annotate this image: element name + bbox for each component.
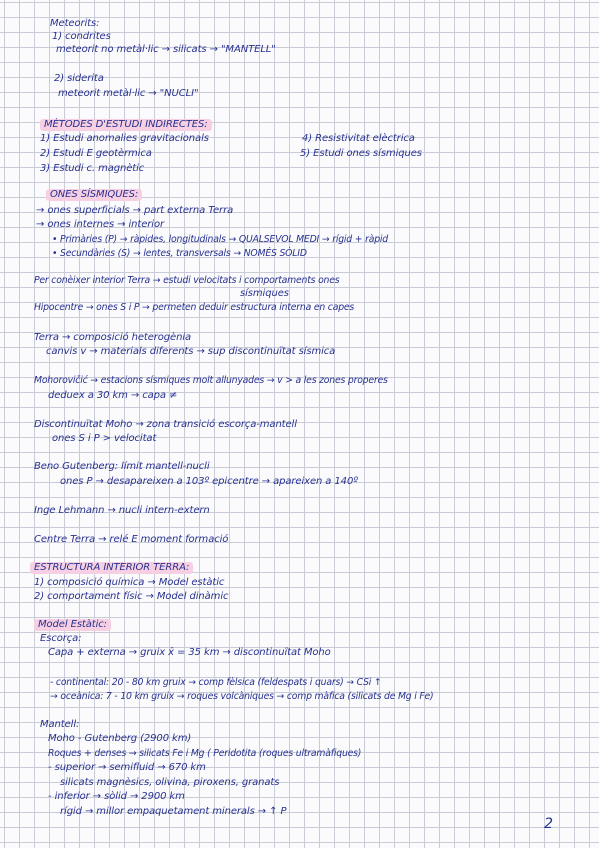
heading-metodes-indirectes: MÈTODES D'ESTUDI INDIRECTES:	[40, 119, 212, 131]
note-line: 4) Resistivitat elèctrica	[302, 133, 415, 144]
heading-model-estatic: Model Estàtic:	[34, 619, 111, 631]
note-line: 2) siderita	[54, 73, 104, 84]
note-line: Inge Lehmann → nucli intern-extern	[34, 505, 210, 516]
note-line: • Primàries (P) → ràpides, longitudinals → QUALSEVOL MEDI → rígid + ràpid	[52, 234, 388, 245]
note-line: sísmiques	[240, 288, 289, 299]
note-line: meteorit no metàl·lic → silicats → "MANTELL"	[56, 44, 276, 55]
note-line: Hipocentre → ones S i P → permeten deduir estructura interna en capes	[34, 302, 355, 313]
note-line: Moho - Gutenberg (2900 km)	[48, 733, 192, 744]
note-line: → ones internes → interior	[36, 219, 165, 230]
note-line: - superior → semifluid → 670 km	[48, 762, 206, 773]
note-line: Escorça:	[40, 633, 82, 644]
note-line: 2) comportament físic → Model dinàmic	[34, 591, 229, 602]
note-line: ones S i P > velocitat	[52, 433, 157, 444]
note-line: Discontinuïtat Moho → zona transició escorça-mantell	[34, 419, 297, 430]
page-number: 2	[544, 816, 553, 832]
note-line: canvis v → materials diferents → sup discontinuïtat sísmica	[46, 346, 336, 357]
note-line: silicats magnèsics, olivina, piroxens, granats	[60, 777, 280, 788]
note-line: rígid → millor empaquetament minerals → ↑ P	[60, 806, 287, 817]
note-line: 1) condrites	[52, 31, 111, 42]
note-line: Terra → composició heterogènia	[34, 332, 192, 343]
heading-estructura-interior: ESTRUCTURA INTERIOR TERRA:	[30, 562, 193, 574]
note-line: 1) Estudi anomalies gravitacionals	[40, 133, 209, 144]
note-line: Capa + externa → gruix x̄ = 35 km → discontinuïtat Moho	[48, 647, 331, 658]
note-line: Roques + denses → silicats Fe i Mg ( Peridotita (roques ultramàfiques)	[48, 748, 362, 759]
note-line: Mohorovičić → estacions sísmiques molt allunyades → v > a les zones properes	[34, 375, 388, 386]
note-line: 1) composició química → Model estàtic	[34, 577, 225, 588]
note-line: - inferior → sòlid → 2900 km	[48, 791, 185, 802]
note-line: • Secundàries (S) → lentes, transversals → NOMÉS SÒLID	[52, 248, 307, 259]
note-line: meteorit metàl·lic → "NUCLI"	[58, 88, 199, 99]
heading-meteorits: Meteorits:	[50, 18, 100, 29]
note-line: Centre Terra → relé E moment formació	[34, 534, 229, 545]
note-line: Per conèixer interior Terra → estudi velocitats i comportaments ones	[34, 275, 340, 286]
note-line: 5) Estudi ones sísmiques	[300, 148, 422, 159]
note-line: Beno Gutenberg: límit mantell-nucli	[34, 461, 210, 472]
note-line: ones P → desapareixen a 103º epicentre → apareixen a 140º	[60, 476, 358, 487]
note-line: - continental: 20 - 80 km gruix → comp fèlsica (feldespats i quars) → CSi ↑	[50, 677, 382, 688]
heading-ones-sismiques: ONES SÍSMIQUES:	[46, 189, 142, 201]
note-line: deduex a 30 km → capa ≠	[48, 390, 178, 401]
note-line: 3) Estudi c. magnètic	[40, 163, 145, 174]
note-line: → ones superficials → part externa Terra	[36, 205, 234, 216]
note-line: 2) Estudi E geotèrmica	[40, 148, 152, 159]
note-line: → oceànica: 7 - 10 km gruix → roques volcàniques → comp màfica (silicats de Mg i Fe)	[50, 691, 434, 702]
note-line: Mantell:	[40, 719, 80, 730]
